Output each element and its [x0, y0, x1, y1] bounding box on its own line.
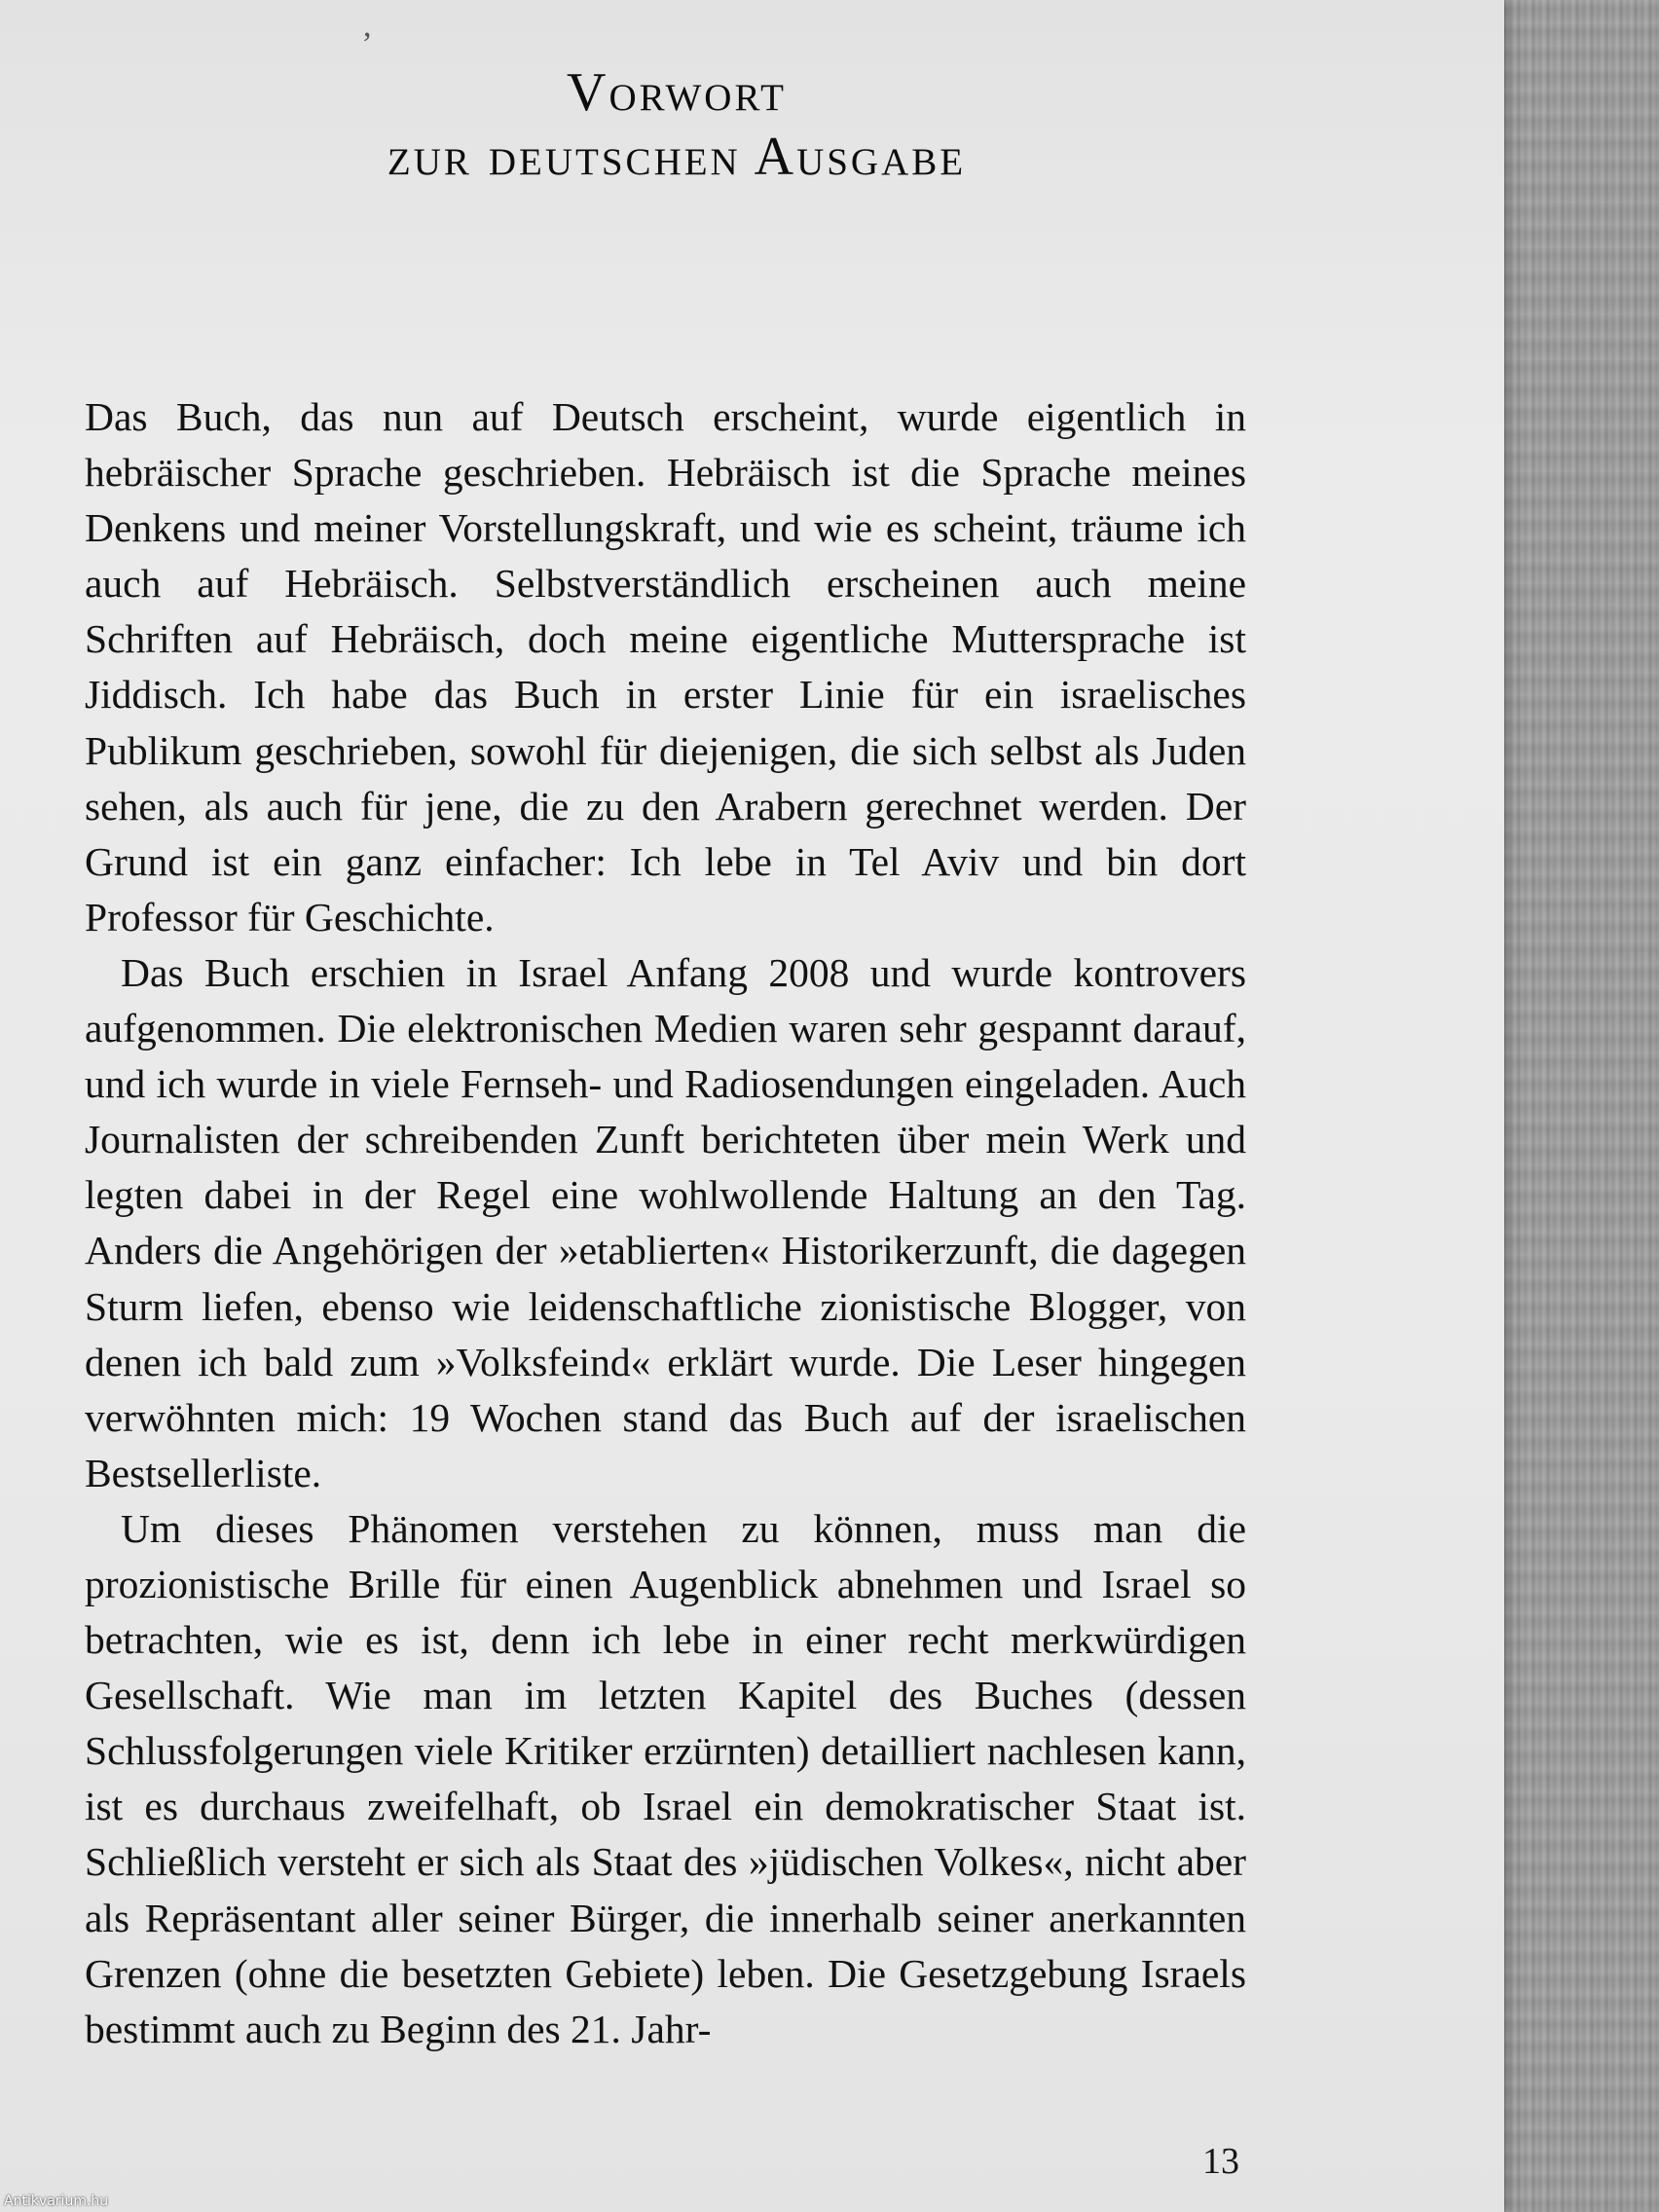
chapter-title — [0, 60, 1353, 189]
chapter-title-line-2: zur deutschen Ausgabe — [387, 127, 967, 187]
header-mark: , — [363, 8, 372, 44]
adjacent-page-edge — [1504, 0, 1659, 2212]
body-text — [85, 389, 1246, 2057]
chapter-title-line-1: Vorwort — [567, 62, 787, 123]
paragraph-3: Um dieses Phänomen verstehen zu können, muss man die prozionistische Brille für einen Augenblick abnehmen und Israel so betrachten, wie es ist, denn ich lebe in einer recht merkwürdigen Gesellschaft. Wie man im letzten Kapitel des Buches (dessen Schlussfolgerungen viele Kritiker erzürnten) detailliert nachlesen kann, ist es durchaus zweifelhaft, ob Israel ein demokratischer Staat ist. Schließlich versteht er sich als Staat des »jüdischen Volkes«, nicht aber als Repräsentant aller seiner Bürger, die innerhalb seiner anerkannten Grenzen (ohne die besetzten Gebiete) leben. Die Gesetzgebung Israels bestimmt auch zu Beginn des 21. Jahr- — [85, 1505, 1246, 2051]
page-number: 13 — [1202, 2141, 1239, 2182]
watermark: Antikvarium.hu — [4, 2194, 109, 2209]
paragraph-2: Das Buch erschien in Israel Anfang 2008 und wurde kontrovers aufgenommen. Die elektronischen Medien waren sehr gespannt darauf, und ich wurde in viele Fernseh- und Radiosendungen eingeladen. Auch Journalisten der schreibenden Zunft berichteten über mein Werk und legten dabei in der Regel eine wohlwollende Haltung an den Tag. Anders die Angehörigen der »etablierten« Historikerzunft, die dagegen Sturm liefen, ebenso wie leidenschaftliche zionistische Blogger, von denen ich bald zum »Volksfeind« erklärt wurde. Die Leser hingegen verwöhnten mich: 19 Wochen stand das Buch auf der israelischen Bestsellerliste. — [85, 949, 1246, 1495]
paragraph-1: Das Buch, das nun auf Deutsch erscheint, wurde eigentlich in hebräischer Sprache geschrieben. Hebräisch ist die Sprache meines Denkens und meiner Vorstellungskraft, und wie es scheint, träume ich auch auf Hebräisch. Selbstverständlich erscheinen auch meine Schriften auf Hebräisch, doch meine eigentliche Muttersprache ist Jiddisch. Ich habe das Buch in erster Linie für ein israelisches Publikum geschrieben, sowohl für diejenigen, die sich selbst als Juden sehen, als auch für jene, die zu den Arabern gerechnet werden. Der Grund ist ein ganz einfacher: Ich lebe in Tel Aviv und bin dort Professor für Geschichte. — [85, 394, 1246, 940]
